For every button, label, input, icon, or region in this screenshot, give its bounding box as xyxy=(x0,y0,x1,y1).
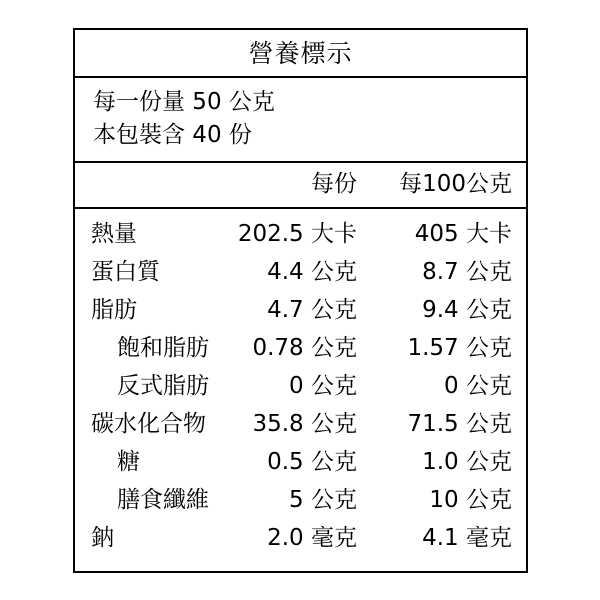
page-title: 營養標示 xyxy=(248,38,353,68)
nutrient-name: 碳水化合物 xyxy=(91,410,206,437)
nutrient-value-per-serving: 4.7 公克 xyxy=(267,296,357,323)
nutrient-value-per-100g: 0 公克 xyxy=(444,372,512,399)
nutrient-name: 飽和脂肪 xyxy=(117,334,209,361)
table-row xyxy=(75,291,526,329)
nutrient-name: 反式脂肪 xyxy=(117,372,209,399)
nutrient-value-per-serving: 0 公克 xyxy=(289,372,357,399)
nutrient-value-per-serving: 5 公克 xyxy=(289,486,357,513)
table-row xyxy=(75,519,526,557)
servings-per-container-line: 本包裝含 40 份 xyxy=(93,122,252,149)
table-row xyxy=(75,481,526,519)
column-header-per-serving: 每份 xyxy=(311,171,357,198)
nutrient-name: 蛋白質 xyxy=(91,258,160,285)
nutrient-value-per-100g: 4.1 毫克 xyxy=(422,524,512,551)
column-header-per-100g: 每100公克 xyxy=(399,171,512,198)
nutrient-value-per-100g: 8.7 公克 xyxy=(422,258,512,285)
column-header-row xyxy=(75,163,526,209)
table-row xyxy=(75,405,526,443)
nutrient-value-per-serving: 4.4 公克 xyxy=(267,258,357,285)
nutrient-value-per-100g: 1.57 公克 xyxy=(407,334,512,361)
nutrient-value-per-serving: 2.0 毫克 xyxy=(267,524,357,551)
label-title-row xyxy=(75,30,526,78)
nutrient-name: 鈉 xyxy=(91,524,114,551)
nutrient-value-per-100g: 10 公克 xyxy=(429,486,512,513)
nutrient-value-per-100g: 405 大卡 xyxy=(414,220,512,247)
nutrient-value-per-serving: 35.8 公克 xyxy=(252,410,357,437)
table-row xyxy=(75,443,526,481)
table-row xyxy=(75,329,526,367)
nutrient-name: 脂肪 xyxy=(91,296,137,323)
table-row xyxy=(75,215,526,253)
nutrient-value-per-serving: 0.5 公克 xyxy=(267,448,357,475)
nutrient-value-per-serving: 0.78 公克 xyxy=(252,334,357,361)
table-row xyxy=(75,367,526,405)
serving-info-block xyxy=(75,78,526,163)
nutrient-name: 糖 xyxy=(117,448,140,475)
nutrient-value-per-100g: 1.0 公克 xyxy=(422,448,512,475)
nutrient-name: 熱量 xyxy=(91,220,137,247)
nutrient-value-per-100g: 9.4 公克 xyxy=(422,296,512,323)
nutrient-rows xyxy=(75,209,526,557)
nutrient-name: 膳食纖維 xyxy=(117,486,209,513)
table-row xyxy=(75,253,526,291)
nutrient-value-per-100g: 71.5 公克 xyxy=(407,410,512,437)
nutrition-facts-panel xyxy=(73,28,528,573)
serving-size-line: 每一份量 50 公克 xyxy=(93,89,275,115)
nutrient-value-per-serving: 202.5 大卡 xyxy=(237,220,357,247)
